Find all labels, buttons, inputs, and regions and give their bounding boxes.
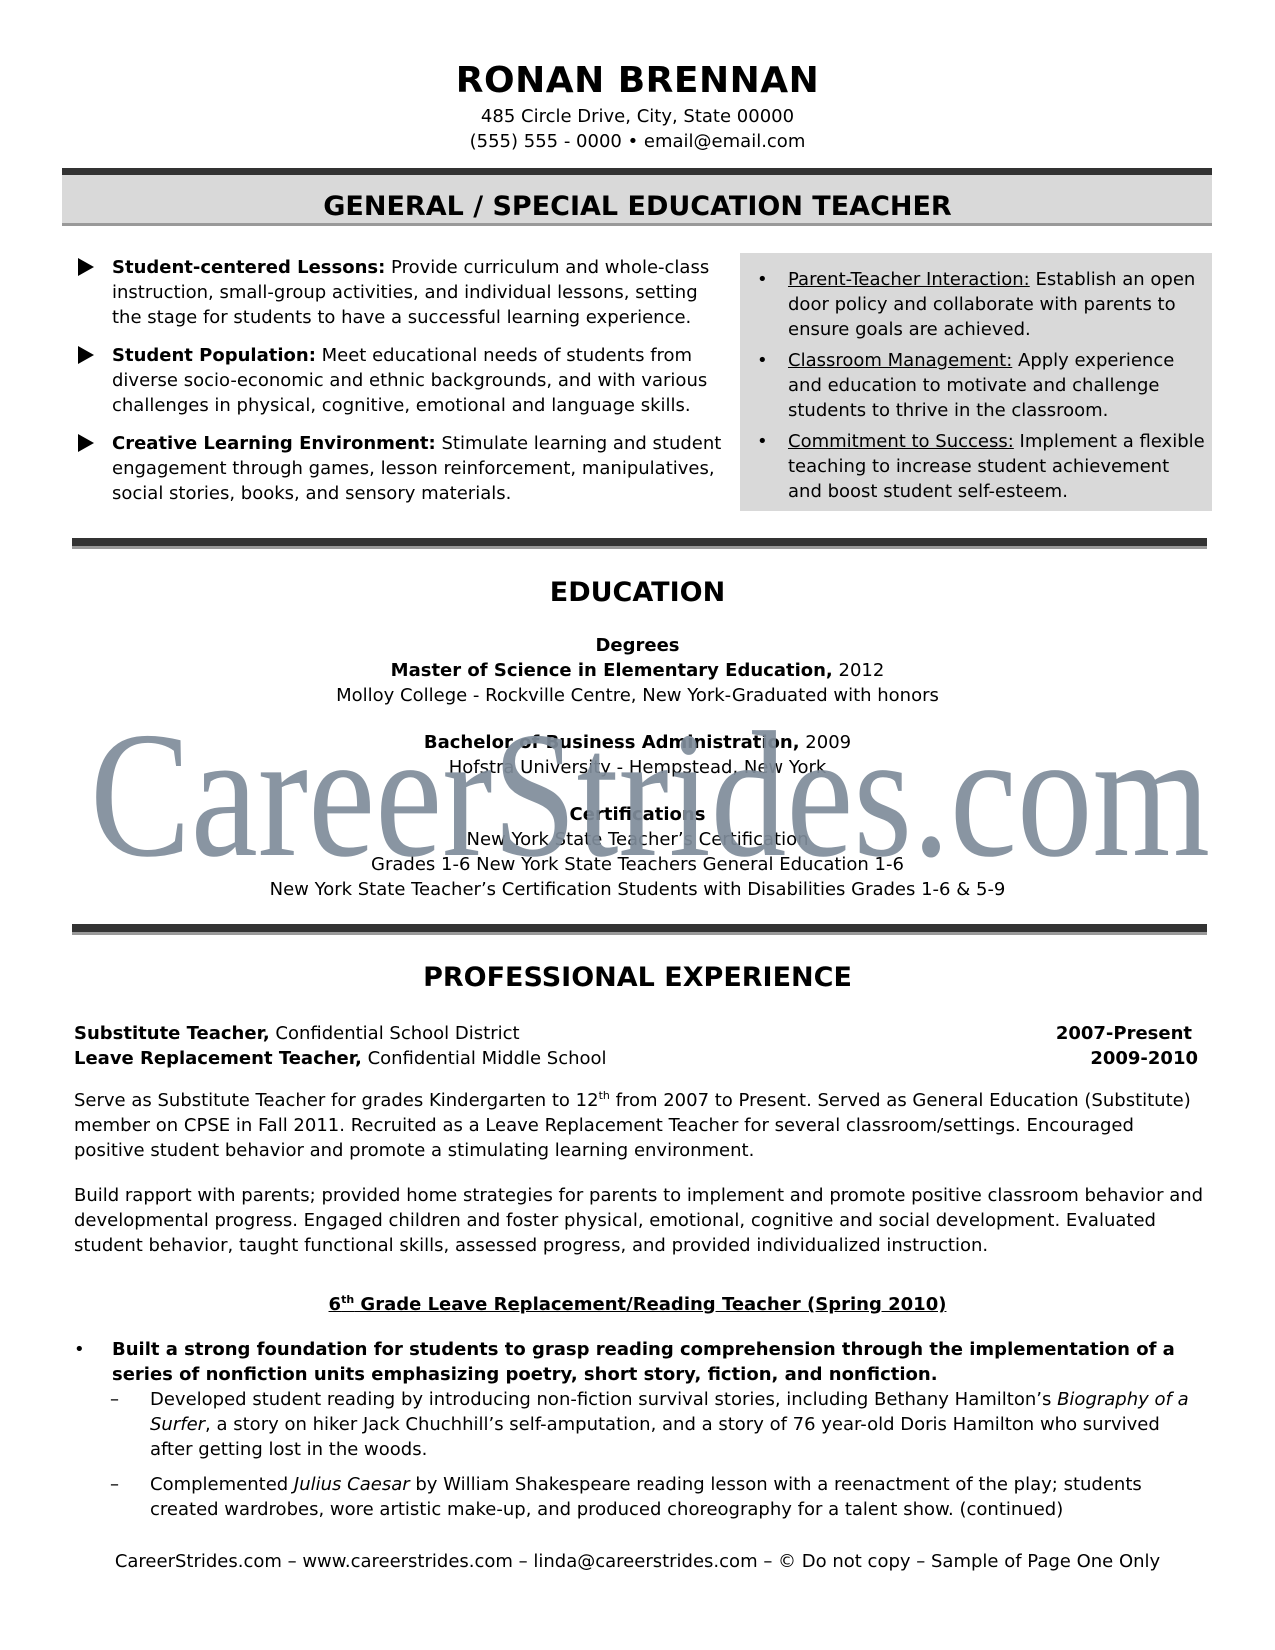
title-rule	[62, 168, 1212, 175]
job-dates: 2009-2010	[1090, 1048, 1198, 1069]
education-heading: EDUCATION	[549, 577, 726, 608]
triangle-bullet-icon	[78, 258, 94, 276]
play-title: Julius Caesar	[293, 1474, 410, 1495]
detail-item	[110, 1472, 1204, 1522]
subheading-text: 6	[328, 1294, 342, 1315]
candidate-name: RONAN BRENNAN	[455, 60, 820, 101]
detail-text: Developed student reading by introducing non-fiction survival stories, including Bethany Hamilton’s	[150, 1389, 1058, 1410]
degree-name: Bachelor of Business Administration,	[423, 732, 800, 753]
summary-left	[78, 255, 728, 519]
position-subheading	[0, 1287, 1275, 1317]
bullet-text: Built a strong foundation for students to grasp reading comprehension through the implementation of a series of nonfiction units emphasizing poetry, short story, fiction, and nonfiction.	[112, 1339, 1175, 1385]
certification-item: New York State Teacher’s Certification Students with Disabilities Grades 1-6 & 5-9	[269, 879, 1006, 900]
bullet-dot-icon: •	[757, 431, 768, 452]
job-dates: 2007-Present	[1055, 1023, 1192, 1044]
summary-right-box	[740, 253, 1212, 511]
resume-title: GENERAL / SPECIAL EDUCATION TEACHER	[323, 191, 952, 222]
degree-school: Molloy College - Rockville Centre, New York-Graduated with honors	[336, 685, 939, 706]
job-title: Substitute Teacher,	[74, 1023, 270, 1044]
dash-bullet-icon: –	[110, 1474, 119, 1495]
watermark-text: CareerStrides.com	[90, 700, 1210, 880]
dash-bullet-icon: –	[110, 1389, 119, 1410]
paragraph-text: from 2007 to Present. Served as General Education (Substitute) member on CPSE in Fall 2011. Recruited as a Leave Replacement Teacher for several classroom/settings. Encouraged positive student behavior and promote a stimulating learning environment.	[74, 1090, 1191, 1161]
achievement-bullet	[74, 1337, 1204, 1387]
job-title: Leave Replacement Teacher,	[74, 1048, 362, 1069]
superscript: th	[598, 1089, 610, 1102]
summary-item	[748, 348, 1208, 423]
summary-text: Meet educational needs of students from diverse socio-economic and ethnic backgrounds, and with various challenges in physical, cognitive, emotional and language skills.	[112, 345, 708, 416]
experience-paragraph	[74, 1083, 1204, 1163]
subheading-text: Grade Leave Replacement/Reading Teacher (Spring 2010)	[354, 1294, 947, 1315]
degrees-heading: Degrees	[595, 635, 680, 656]
summary-text: Provide curriculum and whole-class instruction, small-group activities, and individual lessons, setting the stage for students to have a successful learning experience.	[112, 257, 710, 328]
bullet-dot-icon: •	[757, 269, 768, 290]
experience-paragraph: Build rapport with parents; provided home strategies for parents to implement and promote positive classroom behavior and developmental progress. Engaged children and foster physical, emotional, cognitive and social development. Evaluated student behavior, taught functional skills, assessed progress, and provided individualized instruction.	[74, 1185, 1204, 1256]
paragraph-text: Serve as Substitute Teacher for grades Kindergarten to 12	[74, 1090, 599, 1111]
section-rule	[72, 924, 1207, 932]
degree-name: Master of Science in Elementary Education,	[390, 660, 833, 681]
degree-year: 2012	[832, 660, 885, 681]
job-org: Confidential Middle School	[361, 1048, 607, 1069]
summary-label: Student Population:	[112, 345, 316, 366]
certification-item: Grades 1-6 New York State Teachers General Education 1-6	[371, 854, 904, 875]
summary-text: Stimulate learning and student engagement through games, lesson reinforcement, manipulatives, social stories, books, and sensory materials.	[112, 433, 722, 504]
summary-label: Parent-Teacher Interaction:	[788, 269, 1030, 290]
contact-block	[0, 104, 1275, 154]
certifications-heading: Certifications	[569, 804, 706, 825]
summary-text: Apply experience and education to motivate and challenge students to thrive in the classroom.	[788, 350, 1175, 421]
triangle-bullet-icon	[78, 434, 94, 452]
contact-line: (555) 555 - 0000 • email@email.com	[469, 131, 806, 152]
page-footer: CareerStrides.com – www.careerstrides.com – linda@careerstrides.com – © Do not copy – Sample of Page One Only	[114, 1551, 1161, 1572]
superscript: th	[341, 1293, 355, 1306]
summary-label: Classroom Management:	[788, 350, 1013, 371]
summary-item	[78, 431, 728, 506]
job-org: Confidential School District	[269, 1023, 520, 1044]
section-rule	[72, 538, 1207, 546]
summary-label: Creative Learning Environment:	[112, 433, 436, 454]
degree-year: 2009	[799, 732, 852, 753]
detail-item	[110, 1387, 1204, 1462]
bullet-dot-icon: •	[74, 1339, 85, 1360]
education-block	[0, 633, 1275, 902]
address-line: 485 Circle Drive, City, State 00000	[480, 106, 795, 127]
job-row	[74, 1021, 1198, 1046]
detail-text: , a story on hiker Jack Chuchhill’s self-amputation, and a story of 76 year-old Doris Hamilton who survived after getting lost in the woods.	[150, 1414, 1160, 1460]
summary-text: Implement a flexible teaching to increase student achievement and boost student self-esteem.	[788, 431, 1205, 502]
summary-item	[748, 267, 1208, 342]
degree-school: Hofstra University - Hempstead, New York	[448, 757, 827, 778]
triangle-bullet-icon	[78, 346, 94, 364]
book-title: Biography of a Surfer	[150, 1389, 1189, 1435]
job-row	[74, 1046, 1198, 1071]
summary-item	[78, 343, 728, 418]
summary-item	[78, 255, 728, 330]
detail-text: by William Shakespeare reading lesson with a reenactment of the play; students created wardrobes, wore artistic make-up, and produced choreography for a talent show. (continued)	[150, 1474, 1142, 1520]
summary-label: Commitment to Success:	[788, 431, 1014, 452]
summary-item	[748, 429, 1208, 504]
detail-text: Complemented	[150, 1474, 294, 1495]
summary-text: Establish an open door policy and collaborate with parents to ensure goals are achieved.	[788, 269, 1196, 340]
bullet-dot-icon: •	[757, 350, 768, 371]
summary-label: Student-centered Lessons:	[112, 257, 386, 278]
certification-item: New York State Teacher’s Certification	[466, 829, 809, 850]
experience-heading: PROFESSIONAL EXPERIENCE	[423, 962, 852, 993]
